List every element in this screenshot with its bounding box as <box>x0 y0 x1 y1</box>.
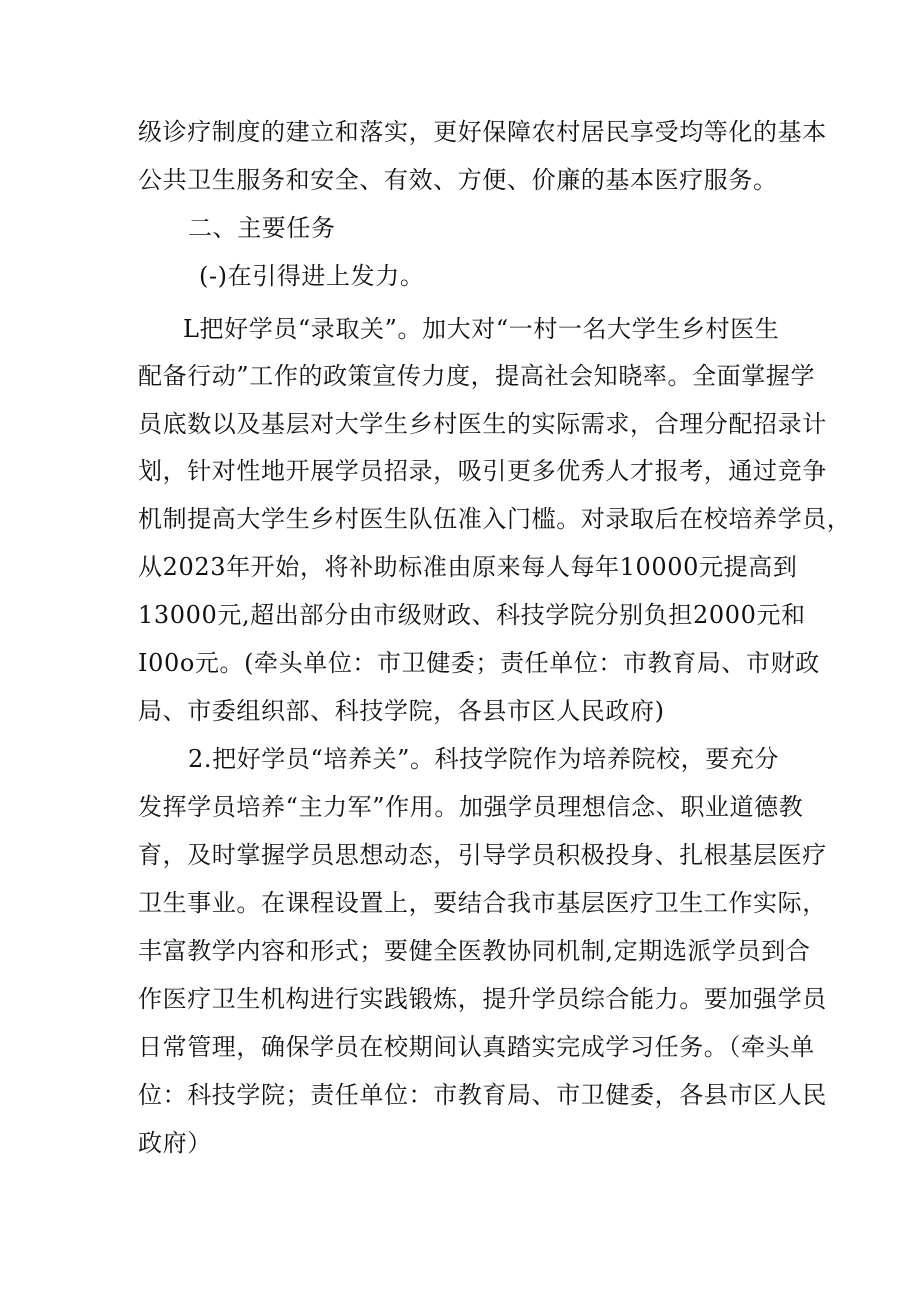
text-line: 员底数以及基层对大学生乡村医生的实际需求，合理分配招录计 <box>138 410 827 438</box>
text-line: 从2023年开始，将补助标准由原来每人每年10000元提高到 <box>138 553 798 581</box>
text-line: 配备行动”工作的政策宣传力度，提高社会知晓率。全面掌握学 <box>138 362 816 390</box>
text-line: 划，针对性地开展学员招录，吸引更多优秀人才报考，通过竞争 <box>138 457 827 485</box>
text-line: 局、市委组织部、科技学院，各县市区人民政府) <box>138 697 665 725</box>
text-line: 2.把好学员“培养关”。科技学院作为培养院校，要充分 <box>188 745 780 773</box>
text-line: 作医疗卫生机构进行实践锻炼，提升学员综合能力。要加强学员 <box>138 985 827 1013</box>
text-line: 13000元,超出部分由市级财政、科技学院分别负担2000元和 <box>138 601 806 629</box>
text-line: 卫生事业。在课程设置上，要结合我市基层医疗卫生工作实际， <box>138 889 827 917</box>
text-line: 政府） <box>138 1129 212 1157</box>
text-line: 机制提高大学生乡村医生队伍准入门槛。对录取后在校培养学员， <box>138 505 852 533</box>
text-line: 发挥学员培养“主力军”作用。加强学员理想信念、职业道德教 <box>138 793 804 821</box>
text-line: L把好学员“录取关”。加大对“一村一名大学生乡村医生 <box>183 315 780 343</box>
subsection-heading: (-)在引得进上发力。 <box>199 262 425 290</box>
text-line: I00o元。(牵头单位：市卫健委；责任单位：市教育局、市财政 <box>138 649 820 677</box>
text-line: 育，及时掌握学员思想动态，引导学员积极投身、扎根基层医疗 <box>138 841 827 869</box>
text-line: 日常管理，确保学员在校期间认真踏实完成学习任务。（牵头单 <box>138 1033 815 1061</box>
text-line: 丰富教学内容和形式；要健全医教协同机制,定期选派学员到合 <box>138 937 811 965</box>
text-line: 公共卫生服务和安全、有效、方便、价廉的基本医疗服务。 <box>138 166 778 194</box>
text-line: 级诊疗制度的建立和落实，更好保障农村居民享受均等化的基本 <box>138 118 827 146</box>
text-line: 位：科技学院；责任单位：市教育局、市卫健委，各县市区人民 <box>138 1081 827 1109</box>
section-heading: 二、主要任务 <box>188 214 336 242</box>
